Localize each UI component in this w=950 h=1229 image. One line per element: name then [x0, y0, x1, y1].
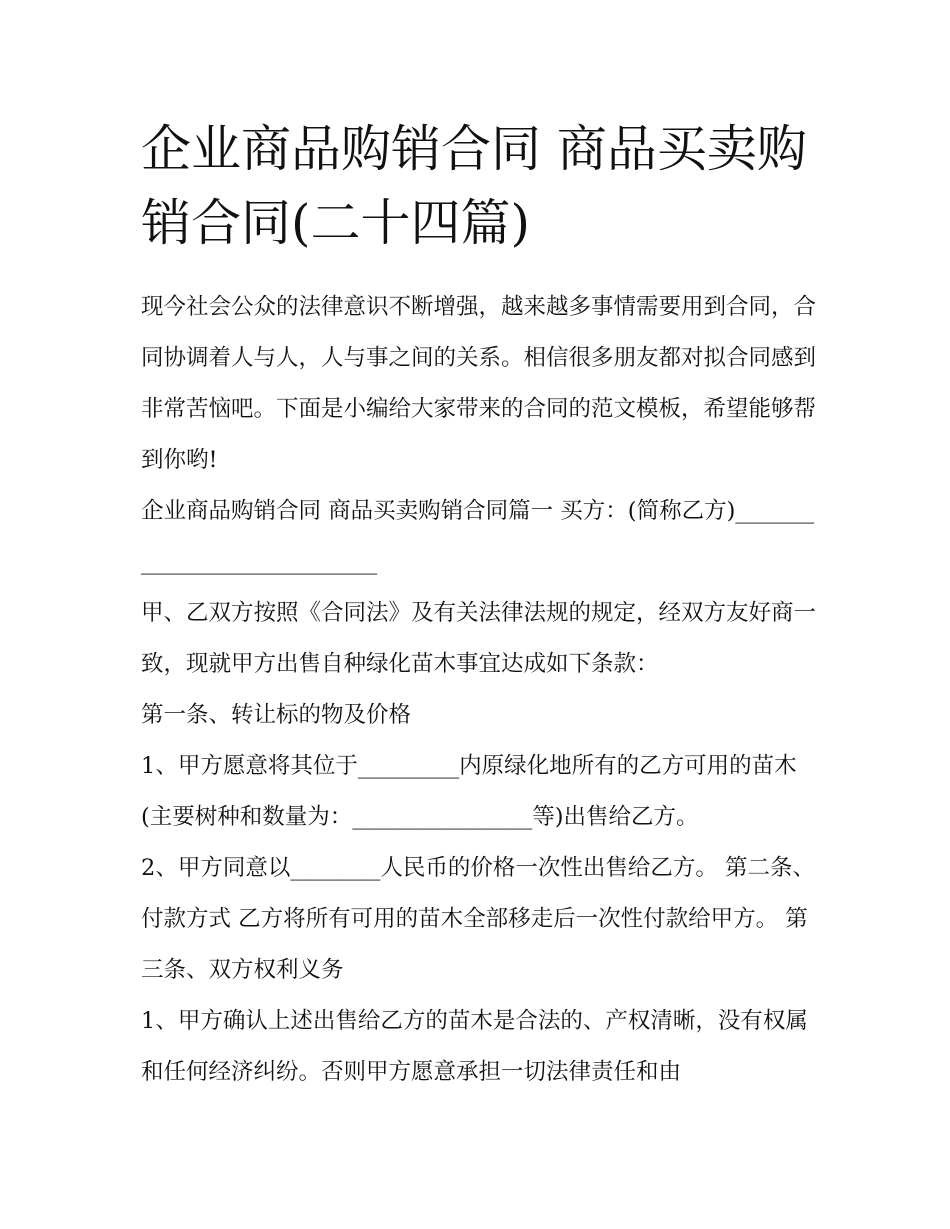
document-title: 企业商品购销合同 商品买卖购销合同(二十四篇): [141, 120, 807, 252]
paragraph-intro: 现今社会公众的法律意识不断增强，越来越多事情需要用到合同，合同协调着人与人，人与事之间的关系。相信很多朋友都对拟合同感到非常苦恼吧。下面是小编给大家带来的合同的范文模板，希望能够帮到你哟!: [141, 294, 817, 473]
paragraph-clause-2: 2、甲方同意以________人民币的价格一次性出售给乙方。 第二条、付款方式 乙方将所有可用的苗木全部移走后一次性付款给甲方。 第三条、双方权利义务: [141, 855, 815, 983]
paragraph-buyer: 企业商品购销合同 商品买卖购销合同篇一 买方：(简称乙方)____________________________: [141, 498, 815, 575]
paragraph-agreement: 甲、乙双方按照《合同法》及有关法律法规的规定，经双方友好商一致，现就甲方出售自种绿化苗木事宜达成如下条款：: [141, 600, 817, 677]
paragraph-clause-3: 1、甲方确认上述出售给乙方的苗木是合法的、产权清晰，没有权属和任何经济纠纷。否则甲方愿意承担一切法律责任和由: [141, 1008, 808, 1085]
paragraph-clause-1: 1、甲方愿意将其位于_________内原绿化地所有的乙方可用的苗木(主要树种和数量为：________________等)出售给乙方。: [141, 753, 797, 830]
document-body: [141, 282, 821, 1098]
paragraph-article-1-heading: 第一条、转让标的物及价格: [141, 702, 412, 728]
